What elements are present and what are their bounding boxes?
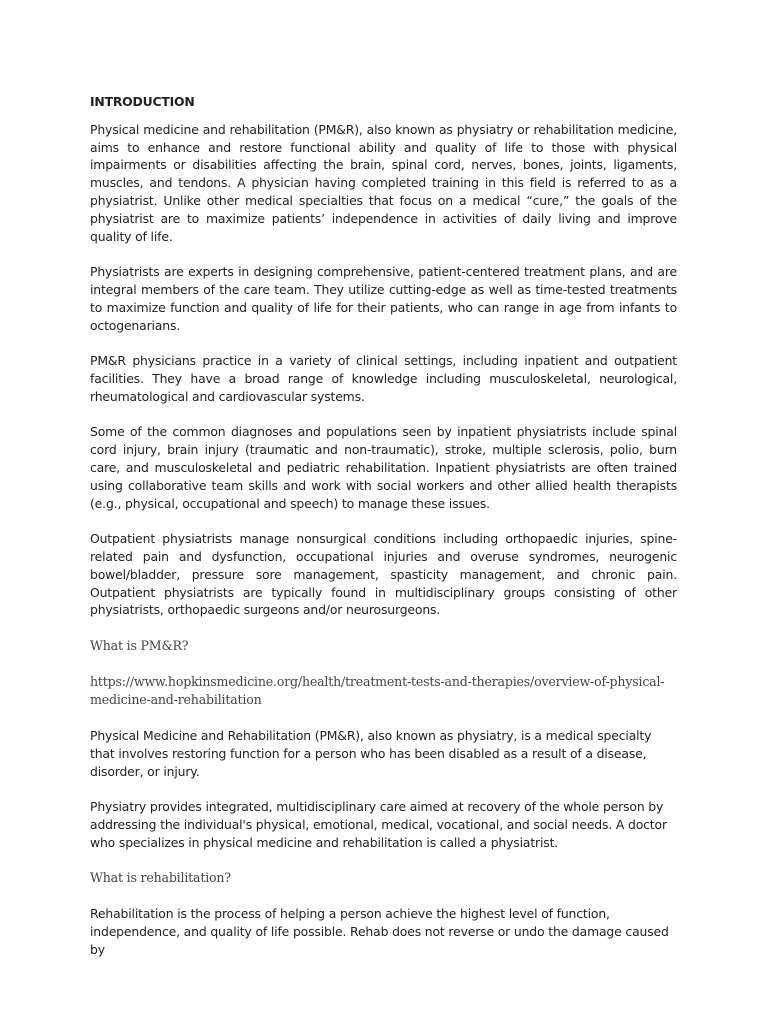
pmr-paragraph-2: Physiatry provides integrated, multidisciplinary care aimed at recovery of the whole person by addressing the individual's physical, emotional, medical, vocational, and social needs. A doctor who specializes in physical medicine and rehabilitation is called a physiatrist. [90,799,667,850]
question-what-is-rehabilitation: What is rehabilitation? [90,870,231,886]
intro-paragraph-2: Physiatrists are experts in designing comprehensive, patient-centered treatment plans, and are integral members of the care team. They utilize cutting-edge as well as time-tested treatments to maximize function and quality of life for their patients, who can range in age from infants to octogenarians. [90,264,677,333]
question-what-is-pmr: What is PM&R? [90,637,189,653]
rehab-paragraph: Rehabilitation is the process of helping a person achieve the highest level of function, independence, and quality of life possible. Rehab does not reverse or undo the damage caused by [90,906,669,957]
intro-paragraph-3: PM&R physicians practice in a variety of clinical settings, including inpatient and outpatient facilities. They have a broad range of knowledge including musculoskeletal, neurological, rheumatological and cardiovascular systems. [90,353,677,404]
intro-paragraph-4: Some of the common diagnoses and populations seen by inpatient physiatrists include spinal cord injury, brain injury (traumatic and non-traumatic), stroke, multiple sclerosis, polio, burn care, and musculoskeletal and pediatric rehabilitation. Inpatient physiatrists are often trained using collaborative team skills and work with social workers and other allied health therapists (e.g., physical, occupational and speech) to manage these issues. [90,424,677,511]
intro-paragraph-1: Physical medicine and rehabilitation (PM&R), also known as physiatry or rehabilitation medicine, aims to enhance and restore functional ability and quality of life to those with physical impairments or disabilities affecting the brain, spinal cord, nerves, bones, joints, ligaments, muscles, and tendons. A physician having completed training in this field is referred to as a physiatrist. Unlike other medical specialties that focus on a medical “cure,” the goals of the physiatrist are to maximize patients’ independence in activities of daily living and improve quality of life. [90,121,677,244]
source-url-link[interactable]: https://www.hopkinsmedicine.org/health/treatment-tests-and-therapies/overview-of-physical-medicine-and-rehabilitation [90,673,665,707]
section-heading: INTRODUCTION [90,94,195,109]
intro-paragraph-5: Outpatient physiatrists manage nonsurgical conditions including orthopaedic injuries, spine-related pain and dysfunction, occupational injuries and overuse syndromes, neurogenic bowel/bladder, pressure sore management, spasticity management, and chronic pain. Outpatient physiatrists are typically found in multidisciplinary groups consisting of other physiatrists, orthopaedic surgeons and/or neurosurgeons. [90,531,677,618]
pmr-paragraph-1: Physical Medicine and Rehabilitation (PM&R), also known as physiatry, is a medical specialty that involves restoring function for a person who has been disabled as a result of a disease, disorder, or injury. [90,727,652,779]
document-page [90,93,677,976]
